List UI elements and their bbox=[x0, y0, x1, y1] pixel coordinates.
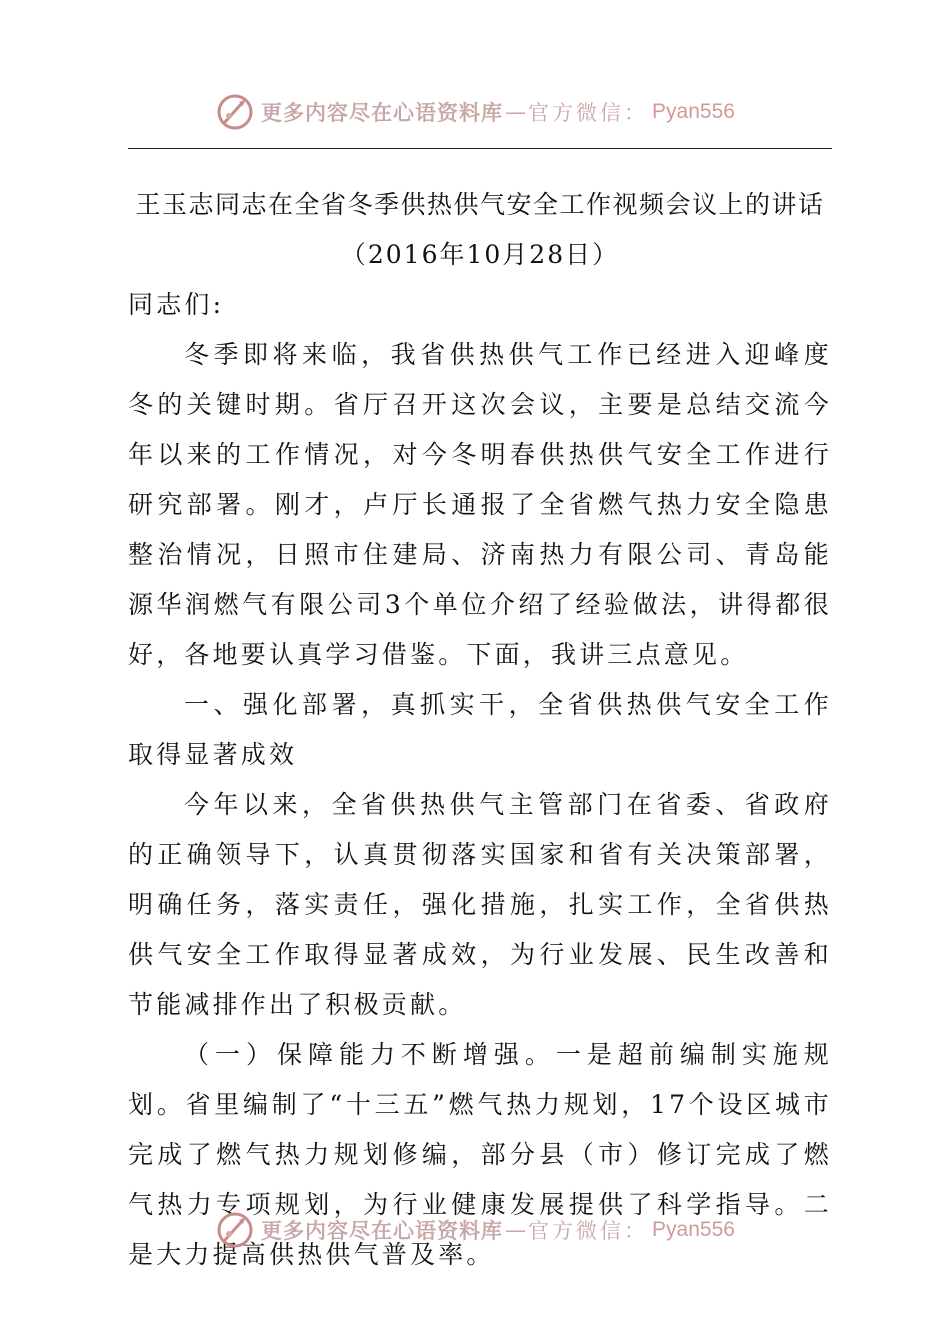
footer-banner bbox=[0, 1208, 950, 1252]
banner-wechat-label: 官方微信： bbox=[528, 1219, 649, 1243]
pen-seal-logo-icon bbox=[215, 92, 255, 132]
document-title: 王玉志同志在全省冬季供热供气安全工作视频会议上的讲话 bbox=[135, 190, 825, 219]
header-banner bbox=[0, 90, 950, 134]
paragraph-summary: 今年以来，全省供热供气主管部门在省委、省政府的正确领导下，认真贯彻落实国家和省有关决策部署，明确任务，落实责任，强化措施，扎实工作，全省供热供气安全工作取得显著成效，为行业发展、民生改善和节能减排作出了积极贡献。 bbox=[128, 790, 832, 1019]
banner-dash: — bbox=[505, 100, 527, 124]
banner-text: 更多内容尽在心语资料库 bbox=[261, 101, 504, 125]
document-body bbox=[128, 180, 832, 1280]
paragraph-intro: 冬季即将来临，我省供热供气工作已经进入迎峰度冬的关键时期。省厅召开这次会议，主要是总结交流今年以来的工作情况，对今冬明春供热供气安全工作进行研究部署。刚才，卢厅长通报了全省燃气热力安全隐患整治情况，日照市住建局、济南热力有限公司、青岛能源华润燃气有限公司3个单位介绍了经验做法，讲得都很好，各地要认真学习借鉴。下面，我讲三点意见。 bbox=[128, 340, 832, 669]
section-heading-1: 一、强化部署，真抓实干，全省供热供气安全工作取得显著成效 bbox=[128, 690, 832, 769]
salutation: 同志们: bbox=[128, 290, 225, 319]
banner-wechat-id: Pyan556 bbox=[652, 1218, 735, 1241]
pen-seal-logo-icon bbox=[215, 1210, 255, 1250]
paragraph-subsection-1: （一）保障能力不断增强。一是超前编制实施规划。省里编制了“十三五”燃气热力规划，17个设区城市完成了燃气热力规划修编，部分县（市）修订完成了燃气热力专项规划，为行业健康发展提供了科学指导。二是大力提高供热供气普及率。 bbox=[128, 1040, 832, 1269]
banner-dash: — bbox=[505, 1218, 527, 1242]
banner-text: 更多内容尽在心语资料库 bbox=[261, 1219, 504, 1243]
header-divider bbox=[128, 148, 832, 149]
banner-wechat-label: 官方微信： bbox=[528, 101, 649, 125]
banner-wechat-id: Pyan556 bbox=[652, 100, 735, 123]
document-date: （2016年10月28日） bbox=[340, 240, 620, 269]
